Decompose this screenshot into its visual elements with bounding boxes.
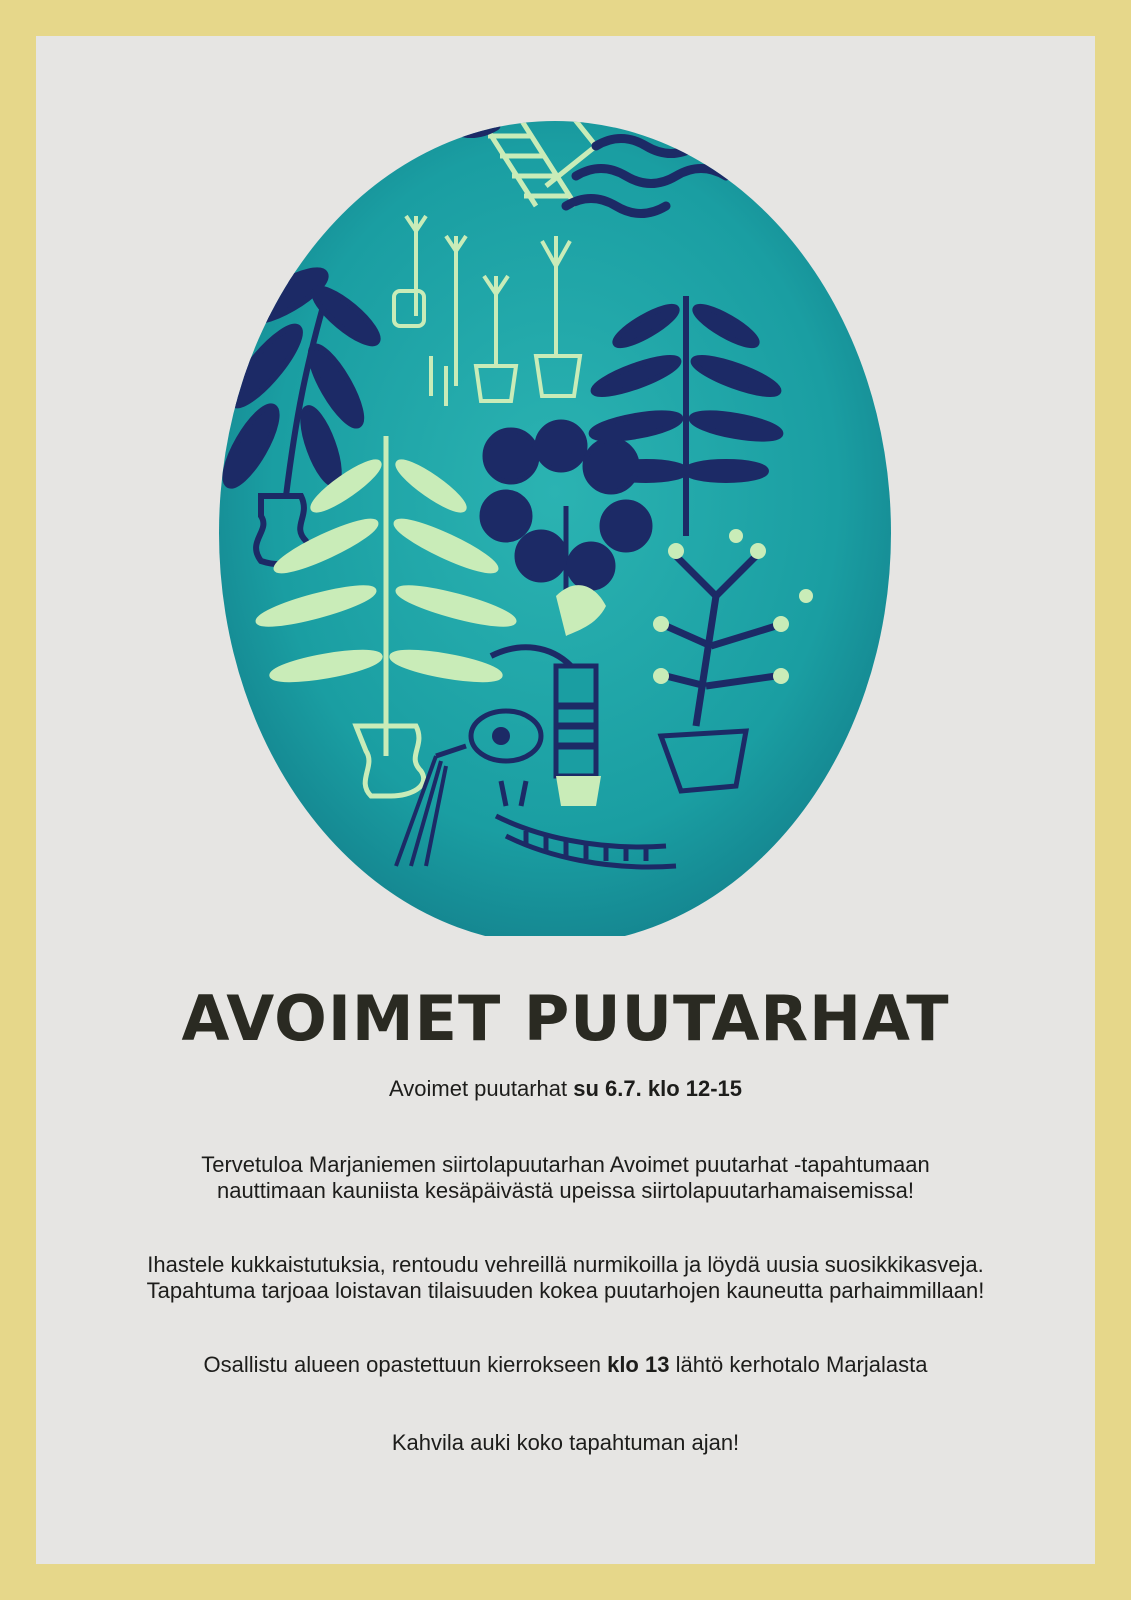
- tour-line: [76, 1352, 1055, 1378]
- tour-prefix: Osallistu alueen opastettuun kierrokseen: [203, 1352, 608, 1377]
- date-line-time: su 6.7. klo 12-15: [573, 1076, 743, 1101]
- welcome-line-2: nauttimaan kauniista kesäpäivästä upeissa siirtolapuutarhamaisemissa!: [216, 1178, 915, 1203]
- poster-sheet: [36, 36, 1095, 1564]
- date-line: [76, 1076, 1055, 1102]
- cafe-line: Kahvila auki koko tapahtuman ajan!: [391, 1430, 740, 1455]
- garden-illustration: [36, 36, 1095, 936]
- date-line-prefix: Avoimet puutarhat: [388, 1076, 574, 1101]
- invite-line-2: Tapahtuma tarjoaa loistavan tilaisuuden kokea puutarhojen kauneutta parhaimmillaan!: [146, 1278, 985, 1303]
- invite-paragraph: [76, 1252, 1055, 1304]
- tour-time: klo 13: [607, 1352, 670, 1377]
- welcome-line-1: Tervetuloa Marjaniemen siirtolapuutarhan Avoimet puutarhat -tapahtumaan: [201, 1152, 930, 1177]
- welcome-paragraph: [76, 1152, 1055, 1204]
- invite-line-1: Ihastele kukkaistutuksia, rentoudu vehreillä nurmikoilla ja löydä uusia suosikkikasveja.: [147, 1252, 984, 1277]
- tour-suffix: lähtö kerhotalo Marjalasta: [669, 1352, 928, 1377]
- page-title: AVOIMET PUUTARHAT: [181, 982, 950, 1055]
